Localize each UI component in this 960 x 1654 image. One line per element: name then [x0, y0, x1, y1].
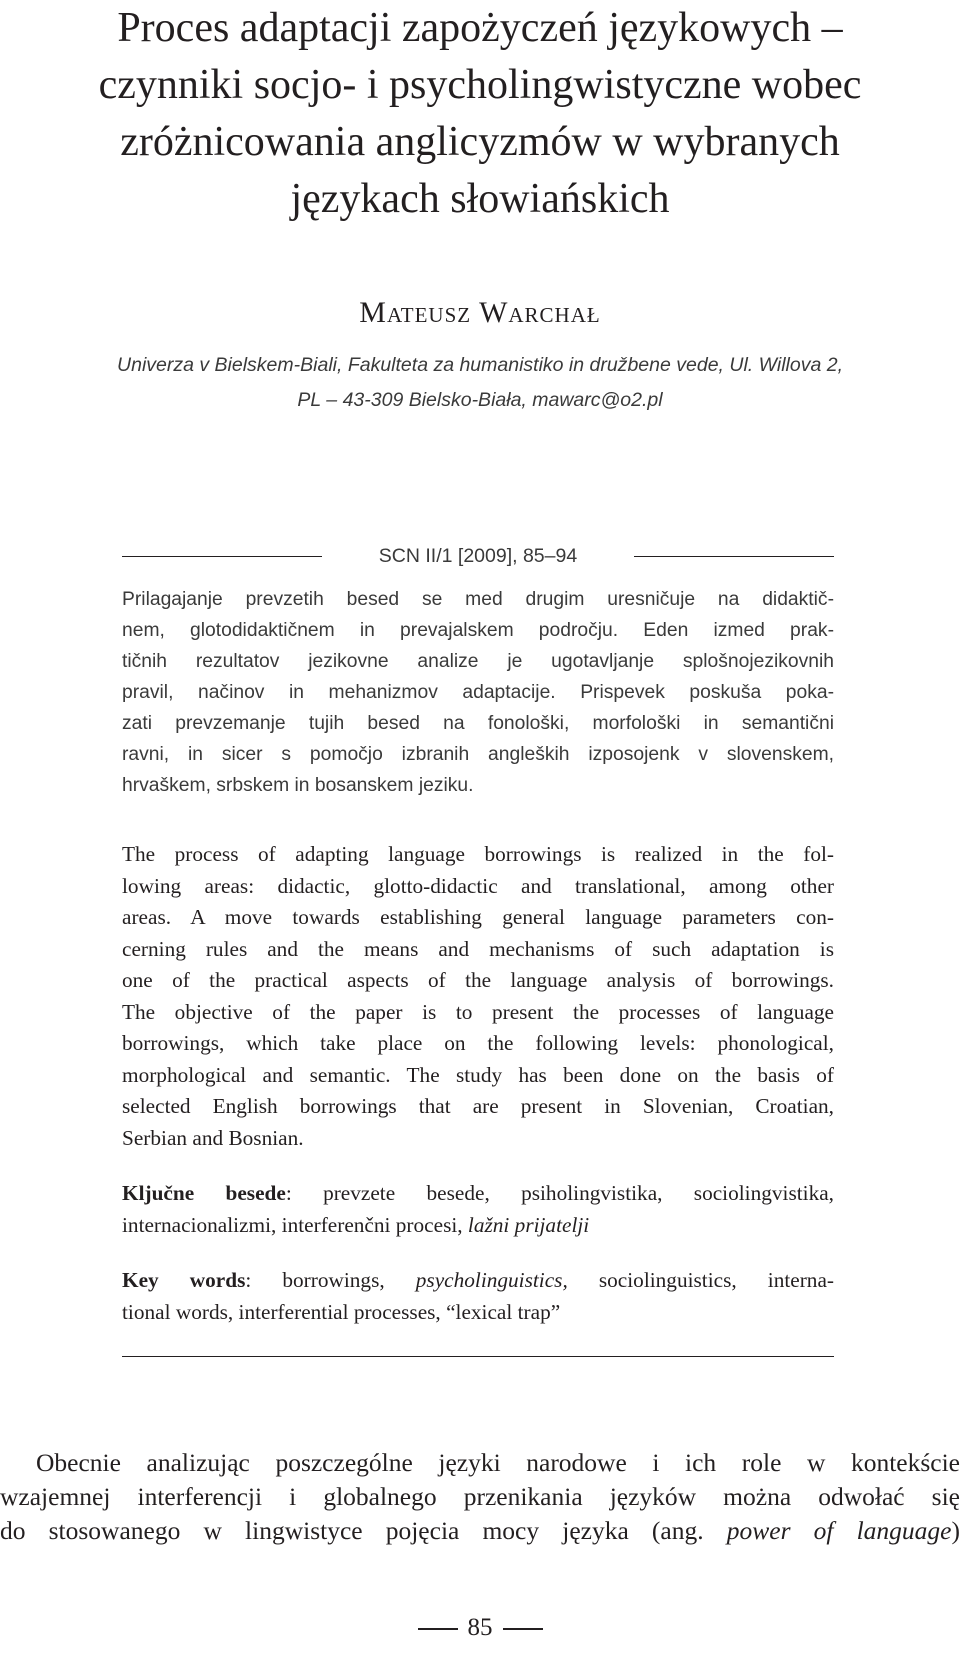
keywords-slovenian	[122, 1178, 834, 1241]
abstract-line: lowing areas: didactic, glotto-didactic and translational, among other	[122, 873, 834, 898]
keywords-italic: lažni prijatelji	[467, 1212, 590, 1237]
keywords-text: : prevzete besede, psiholingvistika, sociolingvistika,	[285, 1181, 834, 1205]
citation-rule-left	[122, 556, 322, 557]
page-number-footer	[0, 1614, 960, 1642]
affiliation-line: PL – 43-309 Bielsko-Biała, mawarc@o2.pl	[297, 389, 663, 411]
body-line: Obecnie analizując poszczególne języki narodowe i ich role w kontekście	[36, 1448, 960, 1477]
body-paragraph	[0, 1446, 960, 1548]
body-text: do stosowanego w lingwistyce pojęcia mocy języka (ang.	[0, 1516, 727, 1545]
abstract-line: Serbian and Bosnian.	[122, 1125, 304, 1150]
abstract-line: one of the practical aspects of the language analysis of borrowings.	[122, 968, 834, 992]
abstract-line: The objective of the paper is to present the processes of language	[122, 999, 834, 1024]
article-title	[0, 0, 960, 228]
keywords-text: internacionalizmi, interferenčni procesi,	[122, 1212, 468, 1237]
abstract-slovenian	[122, 584, 834, 801]
keywords-label: Key words	[122, 1268, 246, 1292]
abstract-line: nem, glotodidaktičnem in prevajalskem področju. Eden izmed prak-	[122, 620, 834, 641]
abstract-line: Prilagajanje prevzetih besed se med drugim uresničuje na didaktič-	[122, 589, 834, 610]
abstract-line: The process of adapting language borrowings is realized in the fol-	[122, 842, 834, 866]
abstract-line: hrvaškem, srbskem in bosanskem jeziku.	[122, 775, 474, 796]
page-number-dash-right	[503, 1628, 543, 1630]
keywords-line	[122, 1178, 834, 1210]
abstract-bottom-rule	[122, 1356, 834, 1357]
body-line: wzajemnej interferencji i globalnego przenikania języków można odwołać się	[0, 1482, 960, 1511]
author-name: Mateusz Warchał	[359, 296, 601, 329]
abstract-line: areas. A move towards establishing general language parameters con-	[122, 905, 834, 929]
citation: SCN II/1 [2009], 85–94	[378, 545, 578, 567]
body-text: )	[951, 1516, 960, 1545]
title-line: czynniki socjo- i psycholingwistyczne wobec	[98, 62, 862, 108]
keywords-text: sociolinguistics, interna-	[567, 1268, 834, 1292]
keywords-italic: psycholinguistics,	[415, 1268, 568, 1292]
title-line: Proces adaptacji zapożyczeń językowych –	[117, 5, 843, 51]
keywords-line	[122, 1265, 834, 1297]
keywords-english	[122, 1265, 834, 1328]
citation-rule-right	[634, 556, 834, 557]
title-line: zróżnicowania anglicyzmów w wybranych	[120, 119, 840, 165]
abstract-line: tičnih rezultatov jezikovne analize je ugotavljanje splošnojezikovnih	[122, 651, 834, 672]
abstract-english	[122, 839, 834, 1154]
page-number-dash-left	[418, 1628, 458, 1630]
page-number: 85	[467, 1614, 493, 1641]
abstract-line: zati prevzemanje tujih besed na fonološki, morfološki in semantični	[122, 713, 834, 734]
abstract-line: pravil, načinov in mehanizmov adaptacije. Prispevek poskuša poka-	[122, 682, 834, 703]
abstract-line: selected English borrowings that are present in Slovenian, Croatian,	[122, 1094, 834, 1118]
abstract-line: ravni, in sicer s pomočjo izbranih angleških izposojenk v slovenskem,	[122, 744, 834, 765]
keywords-text: : borrowings,	[245, 1268, 416, 1292]
title-line: językach słowiańskich	[290, 176, 670, 222]
body-line	[0, 1514, 960, 1548]
citation-row	[122, 541, 834, 571]
abstract-line: cerning rules and the means and mechanisms of such adaptation is	[122, 936, 834, 961]
abstract-line: morphological and semantic. The study has been done on the basis of	[122, 1062, 834, 1087]
keywords-line	[122, 1210, 834, 1242]
abstract-line: borrowings, which take place on the following levels: phonological,	[122, 1031, 834, 1055]
keywords-line: tional words, interferential processes, “lexical trap”	[122, 1299, 561, 1324]
keywords-label: Ključne besede	[122, 1181, 286, 1205]
body-italic: power of language	[726, 1516, 952, 1545]
affiliation-line: Univerza v Bielskem-Biali, Fakulteta za humanistiko in družbene vede, Ul. Willova 2,	[117, 354, 843, 376]
author-affiliation	[0, 348, 960, 418]
